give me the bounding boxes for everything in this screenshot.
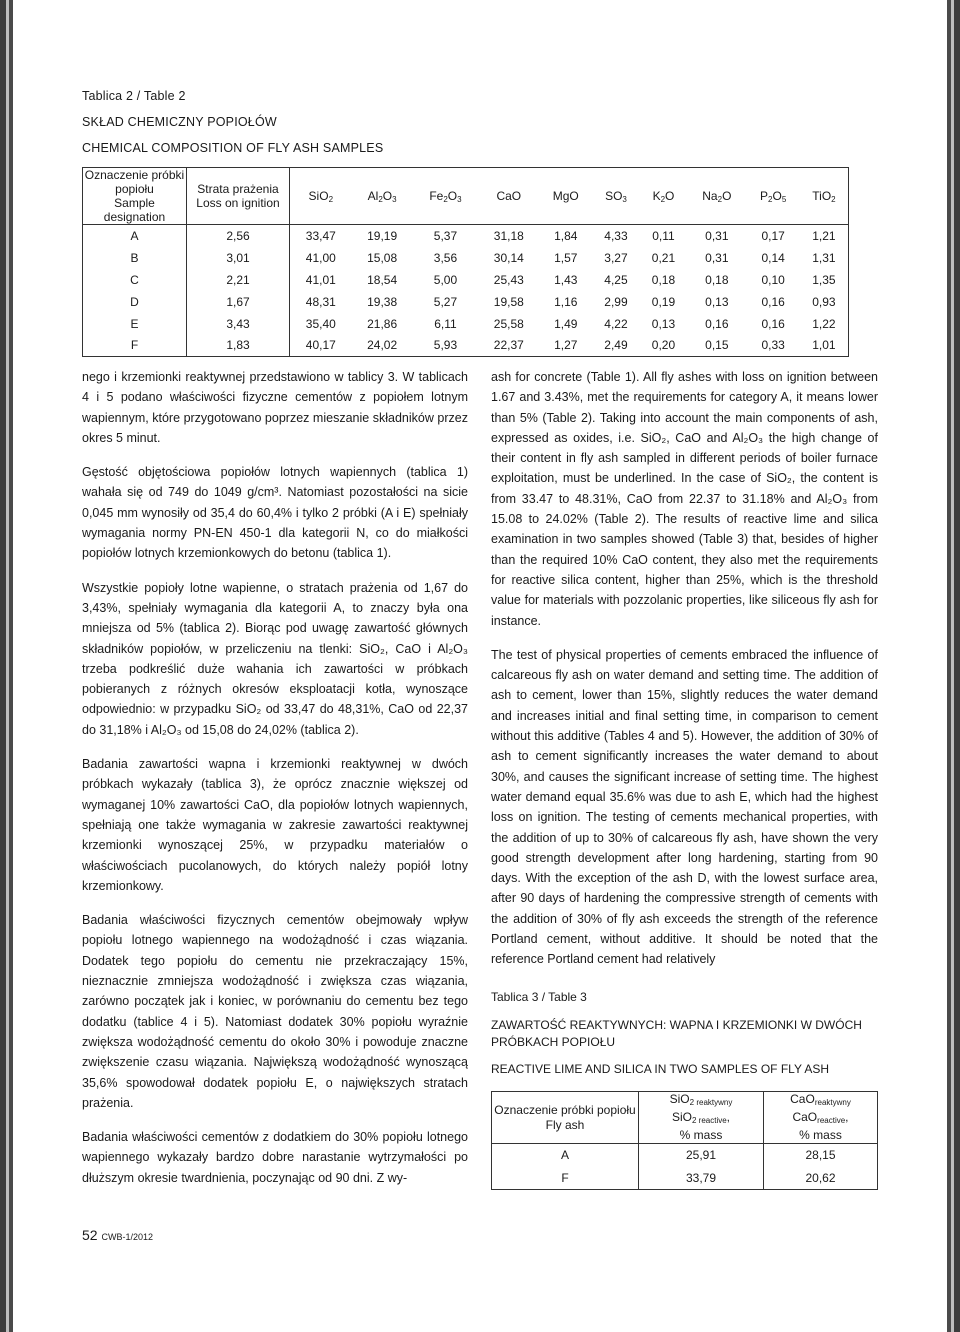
value-cell: 1,67 (187, 291, 290, 313)
oxide-sub-2: 5 (781, 194, 787, 204)
value-cell: 41,01 (305, 272, 336, 287)
value-cell: 5,93 (433, 338, 458, 353)
value-cell: 0,10 (761, 272, 785, 287)
value-cell: 0,20 (651, 338, 676, 353)
value-cell: 35,40 (305, 316, 336, 331)
oxide-base: SiO (308, 188, 329, 203)
t3-sio2-sub-pl: 2 reaktywny (689, 1098, 733, 1107)
page-edge-left (0, 0, 20, 1332)
value-cell: 3,43 (187, 313, 290, 335)
oxide-base-2: O (447, 188, 458, 203)
value-cell: 2,49 (604, 338, 628, 353)
value-cell: 28,15 (805, 1148, 836, 1163)
oxide-sub-2: 3 (392, 194, 397, 204)
oxide-header (413, 168, 479, 225)
oxide-header (539, 168, 592, 225)
value-cell: 41,00 (305, 250, 336, 265)
chemical-composition-table (82, 167, 849, 357)
oxide-sub: 2 (717, 194, 723, 204)
right-column-text (491, 367, 878, 984)
value-cell: 5,37 (433, 228, 458, 243)
oxide-header (592, 168, 640, 225)
page-footer (82, 1227, 153, 1243)
t3-cao-base-2: CaO (792, 1110, 818, 1124)
value-cell: 0,19 (651, 294, 676, 309)
value-cell: 24,02 (367, 338, 398, 353)
value-cell: 25,43 (493, 272, 524, 287)
table3-label: Tablica 3 / Table 3 (491, 990, 587, 1004)
table-row (492, 1167, 878, 1190)
value-cell: 0,18 (705, 272, 729, 287)
value-cell: 19,58 (493, 294, 524, 309)
paragraph: The test of physical properties of cements embraced the influence of calcareous fly ash on water demand and setting time. The addition of ash to cement, lower than 15%, slightly reduces the water demand and increases initial and final setting time, in comparison to cement without this additive (Tables 4 and 5). However, the addition of 30% of ash to cement significantly increases the water demand to about 30%, and causes the significant increase of setting time. The highest water demand equal 35.6% was due to ash E, which had the highest loss on ignition. The testing of cements mechanical properties, with the addition of up to 30% of calcareous fly ash, have shown the very good strength development after long hardening, starting from 90 days. With the exception of the ash D, with the lowest surface area, after 90 days of hardening the compressive strength of cements with the addition of 30% of fly ash exceeds the strength of the reference Portland cement, without additive. It should be noted that the reference Portland cement had relatively (491, 647, 878, 967)
table-row (83, 291, 849, 313)
oxide-sub: 2 (660, 194, 666, 204)
left-column-text (82, 367, 468, 1202)
value-cell: 4,22 (604, 316, 628, 331)
value-cell: 33,47 (305, 228, 336, 243)
table-row (83, 225, 849, 247)
value-cell: 4,33 (604, 228, 628, 243)
oxide-sub: 2 (328, 194, 334, 204)
oxide-header (800, 168, 849, 225)
t3-cao-sub-pl: reaktywny (814, 1098, 851, 1107)
value-cell: 2,99 (604, 294, 628, 309)
t3-header-sample-1: Oznaczenie próbki popiołu (494, 1102, 636, 1117)
value-cell: 2,56 (187, 225, 290, 247)
value-cell: 18,54 (367, 272, 398, 287)
value-cell: 0,31 (705, 250, 729, 265)
oxide-base: TiO (812, 188, 832, 203)
oxide-sub: 2 (768, 194, 773, 204)
sample-cell: F (492, 1167, 639, 1190)
table2-title-en: CHEMICAL COMPOSITION OF FLY ASH SAMPLES (82, 141, 384, 155)
table3-header-sample (492, 1092, 639, 1144)
header-loi-pl: Strata prażenia (197, 182, 279, 196)
sample-cell: D (83, 291, 187, 313)
t3-cao-base: CaO (790, 1092, 815, 1106)
oxide-base: P (760, 188, 769, 203)
value-cell: 25,58 (493, 316, 524, 331)
value-cell: 4,25 (604, 272, 628, 287)
t3-cao-sub-en: reactive (817, 1116, 846, 1125)
value-cell: 0,18 (651, 272, 676, 287)
table2-header-loi (187, 168, 290, 225)
paragraph: ash for concrete (Table 1). All fly ashes with loss on ignition between 1.67 and 3.43%, met the requirements for category A, it means lower than 5% (Table 2). Taking into account the main components of ash, expressed as oxides, i.e. SiO₂, CaO and Al₂O₃ the high change of their content in fly ash sampled in different periods of boiler furnace exploitation, must be underlined. In the case of SiO₂, the content is from 33.47 to 48.31%, CaO from 22.37 to 31.18% and Al₂O₃ from 15.08 to 24.02% (Table 2). The results of reactive lime and silica examination in two samples showed (Table 3) that, besides of higher than the required 10% CaO content, they also met the requirements for reactive silica content, higher than 25%, which is the threshold value for materials with pozzolanic properties, like siliceous fly ash for instance. (491, 370, 878, 628)
table-row (83, 335, 849, 357)
oxide-sub: 2 (443, 194, 448, 204)
sample-cell: B (83, 247, 187, 269)
value-cell: 40,17 (305, 338, 336, 353)
table3-title-en: REACTIVE LIME AND SILICA IN TWO SAMPLES OF FLY ASH (491, 1062, 830, 1076)
value-cell: 1,35 (812, 272, 836, 287)
value-cell: 1,43 (554, 272, 578, 287)
value-cell: 0,21 (651, 250, 676, 265)
value-cell: 5,00 (433, 272, 458, 287)
value-cell: 1,83 (187, 335, 290, 357)
header-loi-en: Loss on ignition (196, 196, 280, 210)
table-row (492, 1144, 878, 1167)
oxide-header (687, 168, 746, 225)
value-cell: 25,91 (639, 1144, 764, 1167)
oxide-sub: 2 (378, 194, 383, 204)
table2-header-row (83, 168, 849, 225)
oxide-base-2: O (665, 188, 675, 203)
table3-header-cao: CaO$_{reaktywny}$ CaO$_{reactive}$, % mass (764, 1092, 878, 1144)
oxide-base: Na (702, 188, 718, 203)
table-row (83, 269, 849, 291)
t3-unit-2: % mass (799, 1128, 842, 1142)
oxide-base-2: O (382, 188, 393, 203)
value-cell: 31,18 (493, 228, 524, 243)
value-cell: 30,14 (493, 250, 524, 265)
oxide-sub: 2 (831, 194, 836, 204)
value-cell: 0,16 (705, 316, 729, 331)
value-cell: 0,93 (812, 294, 836, 309)
oxide-header (290, 168, 352, 225)
value-cell: 1,01 (812, 338, 836, 353)
value-cell: 6,11 (434, 316, 457, 331)
value-cell: 1,49 (554, 316, 578, 331)
value-cell: 3,01 (187, 247, 290, 269)
oxide-sub: 3 (622, 194, 627, 204)
header-sample-en: Sample designation (103, 196, 166, 224)
table-row (83, 247, 849, 269)
value-cell: 0,16 (761, 316, 785, 331)
table3-title-pl: ZAWARTOŚĆ REAKTYWNYCH: WAPNA I KRZEMIONKI W DWÓCH PRÓBKACH POPIOŁU (491, 1018, 862, 1049)
oxide-base: SO (605, 188, 623, 203)
table3-body (492, 1144, 878, 1190)
value-cell: 22,37 (493, 338, 524, 353)
t3-sio2-base: SiO (669, 1092, 690, 1106)
value-cell: 21,86 (367, 316, 398, 331)
paragraph: Badania właściwości cementów z dodatkiem do 30% popiołu lotnego wapiennego wykazały bardzo dobre narastanie wytrzymałości po dłuższym okresie twardnienia, poczynając od 90 dni. Z wy- (82, 1130, 468, 1185)
value-cell: 0,11 (652, 228, 675, 243)
table2-header-sample (83, 168, 187, 225)
value-cell: 0,13 (705, 294, 729, 309)
value-cell: 0,16 (761, 294, 785, 309)
paragraph: Gęstość objętościowa popiołów lotnych wapiennych (tablica 1) wahała się od 749 do 1049 g/cm³. Natomiast pozostałości na sicie 0,045 mm wynosiły od 35,4 do 60,4% i tylko 2 próbki (A i E) spełniały wymagania normy PN-EN 450-1 dla kategorii N, co do miałkości popiołów lotnych krzemionkowych do betonu (tablica 1). (82, 465, 468, 561)
sample-cell: A (492, 1144, 639, 1167)
page-number: 52 (82, 1227, 98, 1243)
paragraph: Wszystkie popioły lotne wapienne, o stratach prażenia od 1,67 do 3,43%, spełniały wymagania dla kategorii A, to znaczy była ona mniejsza od 5% (tablica 2). Biorąc pod uwagę zawartość głównych składników popiołów, w przeliczeniu na tlenki: SiO₂, CaO i Al₂O₃ trzeba podkreślić duże wahania ich zawartości w próbkach pobieranych z różnych okresów eksploatacji kotła, wynoszące odpowiednio: w przypadku SiO₂ od 33,47 do 48,31%, CaO od 22,37 do 31,18% i Al₂O₃ od 15,08 do 24,02% (tablica 2). (82, 580, 468, 737)
page-edge-right (940, 0, 960, 1332)
value-cell: 0,14 (761, 250, 785, 265)
oxide-base-2: O (722, 188, 732, 203)
value-cell: 0,13 (651, 316, 676, 331)
value-cell: 1,31 (812, 250, 836, 265)
journal-issue: CWB-1/2012 (101, 1232, 153, 1242)
table3-header-row (492, 1092, 878, 1144)
paragraph: Badania właściwości fizycznych cementów obejmowały wpływ popiołu lotnego wapiennego na wodożądność i czas wiązania. Dodatek tego popiołu do cementu nie przekraczający 15%, nieznacznie zmniejsza wodożądność i zwiększa czas wiązania, zarówno początek jak i koniec, w porównaniu do cementu bez tego dodatku (tablice 4 i 5). Natomiast dodatek 30% popiołu wyraźnie zwiększa wodożądność cementu do około 30% i powoduje znaczne zwiększenie czasu wiązania. Największą wodożądność wynoszącą 35,6% spowodował dodatek popiołu E, o największych stratach prażenia. (82, 913, 468, 1110)
value-cell: 20,62 (805, 1170, 836, 1185)
value-cell: 0,17 (761, 228, 785, 243)
value-cell: 5,27 (433, 294, 458, 309)
table2-body (83, 225, 849, 357)
value-cell: 19,38 (367, 294, 398, 309)
sample-cell: E (83, 313, 187, 335)
value-cell: 1,16 (554, 294, 578, 309)
value-cell: 33,79 (639, 1167, 764, 1190)
reactive-lime-silica-table (491, 1091, 878, 1190)
table2-title-pl: SKŁAD CHEMICZNY POPIOŁÓW (82, 115, 277, 129)
oxide-sub-2: 3 (457, 194, 462, 204)
t3-header-sample-2: Fly ash (545, 1117, 585, 1132)
oxide-base: CaO (496, 189, 522, 203)
value-cell: 0,33 (761, 338, 785, 353)
oxide-header (640, 168, 688, 225)
oxide-base: MgO (552, 189, 579, 203)
sample-cell: F (83, 335, 187, 357)
sample-cell: C (83, 269, 187, 291)
t3-unit-1: % mass (679, 1128, 723, 1142)
paragraph: nego i krzemionki reaktywnej przedstawiono w tablicy 3. W tablicach 4 i 5 podano właściwości fizyczne cementów z popiołem lotnym wapiennym, które przygotowano poprzez mieszanie składników przez okres 5 minut. (82, 370, 468, 445)
value-cell: 19,19 (367, 228, 398, 243)
header-sample-pl: Oznaczenie próbki popiołu (84, 168, 185, 196)
t3-sio2-base-2: SiO (671, 1110, 692, 1124)
value-cell: 3,27 (604, 250, 628, 265)
value-cell: 0,31 (705, 228, 729, 243)
value-cell: 48,31 (305, 294, 336, 309)
table2-label: Tablica 2 / Table 2 (82, 89, 186, 103)
sample-cell: A (83, 225, 187, 247)
oxide-header (352, 168, 413, 225)
table-row (83, 313, 849, 335)
value-cell: 1,21 (812, 228, 836, 243)
oxide-base: Fe (429, 188, 444, 203)
value-cell: 2,21 (187, 269, 290, 291)
t3-sio2-sub-en: 2 reactive (691, 1116, 727, 1125)
oxide-base: Al (367, 188, 379, 203)
oxide-header (746, 168, 799, 225)
value-cell: 1,27 (554, 338, 578, 353)
paragraph: Badania zawartości wapna i krzemionki reaktywnej w dwóch próbkach wykazały (tablica 3), że oprócz znacznie większej od wymaganej 10% zawartości CaO, dla popiołów lotnych wapiennych, spełniają one także wymagania w zakresie zawartości reaktywnej krzemionki wynoszącej 25%, w przypadku materiałów o właściwościach pucolanowych, do których należy popiół lotny krzemionkowy. (82, 757, 468, 893)
oxide-header (478, 168, 539, 225)
value-cell: 1,22 (812, 316, 836, 331)
oxide-base: K (652, 188, 661, 203)
value-cell: 1,57 (554, 250, 578, 265)
value-cell: 3,56 (433, 250, 458, 265)
oxide-base-2: O (772, 188, 782, 203)
value-cell: 1,84 (554, 228, 578, 243)
table3-header-sio2: SiO$_{2 reaktywny}$ SiO$_{2 reactive}$, % mass (639, 1092, 764, 1144)
value-cell: 0,15 (705, 338, 729, 353)
value-cell: 15,08 (367, 250, 398, 265)
